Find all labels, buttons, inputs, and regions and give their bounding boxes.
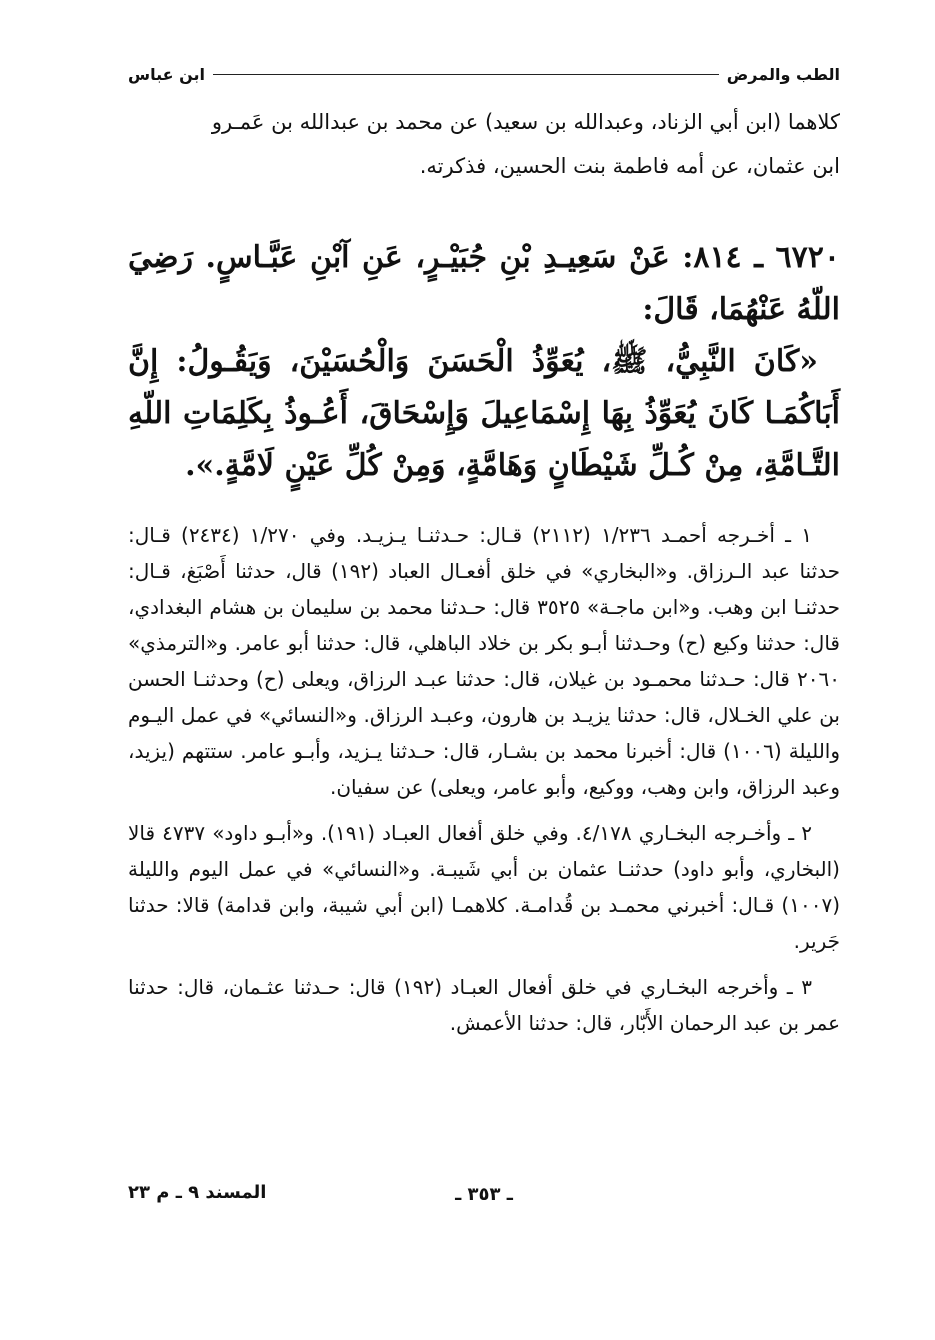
note-2: ٢ ـ وأخـرجه البخـاري ٤/١٧٨. وفي خلق أفعال العبـاد (١٩١). و«أبـو داود» ٤٧٣٧ قالا (البخاري، وأبو داود) حدثنـا عثمان بن أبي شَيبـة. و«النسائي» في عمل اليوم والليلة (١٠٠٧) قـال: أخبرني محمـد بن قُدامـة. كلاهمـا (ابن أبي شيبة، وابن قدامة) قالا: حدثنا جَرير. — [128, 821, 840, 953]
hadith-matn: «كَانَ النَّبِيُّ، ﷺ، يُعَوِّذُ الْحَسَنَ وَالْحُسَيْنَ، وَيَقُـولُ: إِنَّ أَبَاكُمَـا كَانَ يُعَوِّذُ بِهَا إِسْمَاعِيلَ وَإِسْحَاقَ، أَعُـوذُ بِكَلِمَاتِ اللّهِ التَّـامَّةِ، مِنْ كُـلِّ شَيْطَانٍ وَهَامَّةٍ، وَمِنْ كُلِّ عَيْنٍ لَامَّةٍ.». — [128, 344, 840, 483]
note-3: ٣ ـ وأخرجه البخـاري في خلق أفعال العبـاد (١٩٢) قال: حـدثنا عثـمان، قال: حدثنا عمر بن عبد الرحمان الأَبّار، قال: حدثنا الأعمش. — [128, 975, 840, 1035]
hadith-text — [128, 232, 840, 492]
note-1: ١ ـ أخـرجه أحمـد ١/٢٣٦ (٢١١٢) قـال: حـدثنـا يـزيـد. وفي ١/٢٧٠ (٢٤٣٤) قـال: حدثنا عبد الـرزاق. و«البخاري» في خلق أفعـال العباد (١٩٢) قال، حدثنا أَصْبَغ، قـال: حدثنـا ابن وهب. و«ابن ماجـة» ٣٥٢٥ قال: حـدثنا محمد بن سليمان بن هشام البغدادي، قال: حدثنا وكيع (ح) وحـدثنا أبـو بكر بن خلاد الباهلي، قال: حدثنا أبو عامر. و«الترمذي» ٢٠٦٠ قال: حـدثنا محمـود بن غيلان، قال: حدثنا عبـد الرزاق، ويعلى (ح) وحدثنـا الحسن بن علي الخـلال، قال: حدثنا يزيـد بن هارون، وعبـد الرزاق. و«النسائي» في عمل اليـوم والليلة (١٠٠٦) قال: أخبرنا محمد بن بشـار، قال: حـدثنا يـزيد، وأبـو عامر. ستتهم (يزيد، وعبد الرزاق، وابن وهب، ووكيع، وأبو عامر، ويعلى) عن سفيان. — [128, 523, 841, 799]
hadith-isnad: ٦٧٢٠ ـ ٨١٤: عَنْ سَعِيـدِ بْنِ جُبَيْـرٍ، عَنِ آبْنِ عَبَّـاسٍ. رَضِيَ اللّهُ عَنْهُمَا، قَالَ: — [128, 240, 840, 327]
takhrij-notes — [128, 517, 840, 1041]
section-title: ابن عباس — [128, 64, 206, 84]
page-footer — [128, 1182, 840, 1212]
signature-mark: المسند ٩ ـ م ٢٣ — [128, 1182, 267, 1203]
intro-paragraph — [128, 100, 840, 188]
intro-line: ابن عثمان، عن أمه فاطمة بنت الحسين، فذكرته. — [419, 154, 840, 178]
running-header — [128, 62, 840, 86]
chapter-title: الطب والمرض — [726, 64, 840, 84]
intro-line: كلاهما (ابن أبي الزناد، وعبدالله بن سعيد) عن محمد بن عبدالله بن عَمـرو — [211, 110, 840, 134]
page-number: ـ ٣٥٣ ـ — [455, 1184, 513, 1205]
header-rule — [213, 74, 719, 75]
